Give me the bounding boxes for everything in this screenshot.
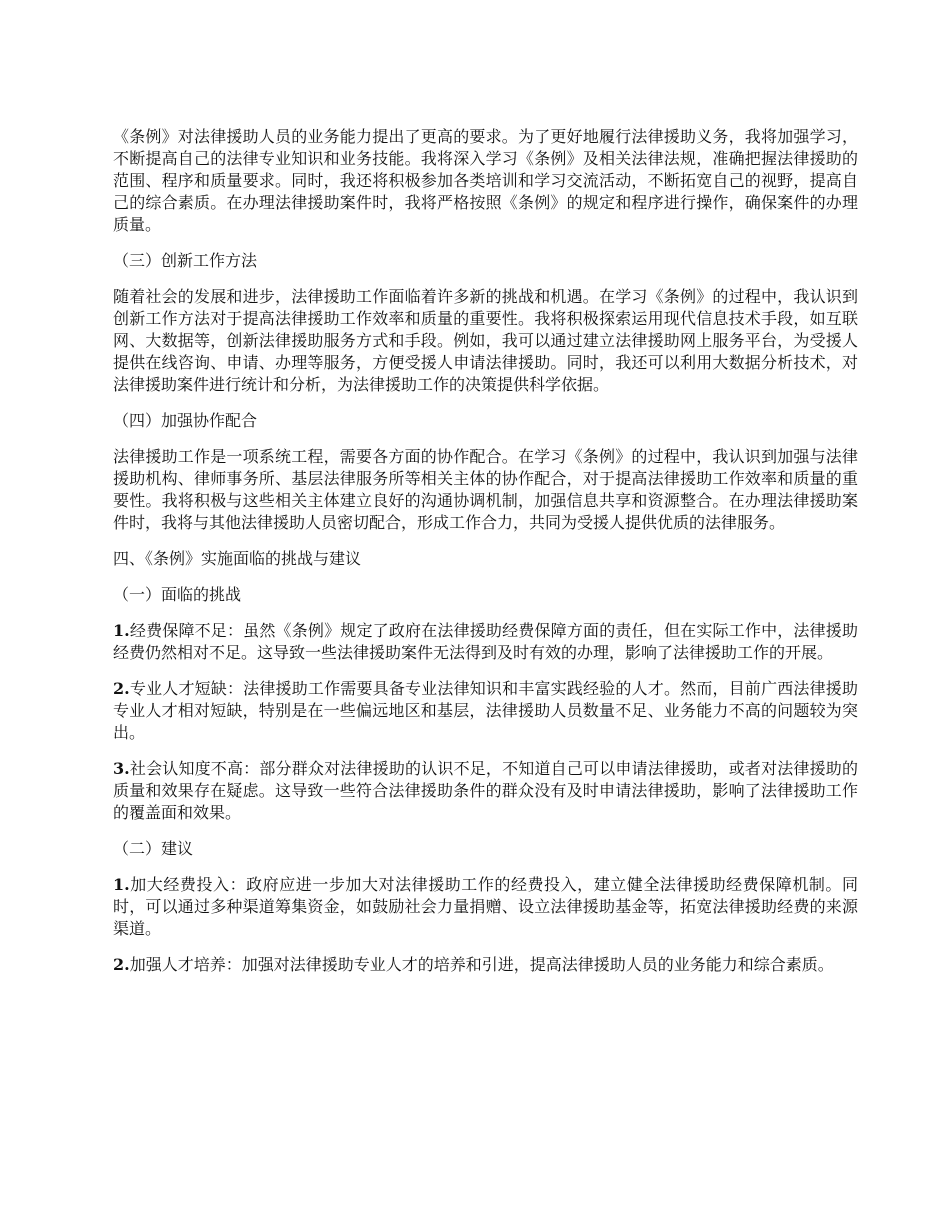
document-page	[113, 126, 858, 990]
list-item-challenge-funding	[113, 620, 858, 664]
paragraph-innovate-methods: 随着社会的发展和进步，法律援助工作面临着许多新的挑战和机遇。在学习《条例》的过程中，我认识到创新工作方法对于提高法律援助工作效率和质量的重要性。我将积极探索运用现代信息技术手段，如互联网、大数据等，创新法律援助服务方式和手段。例如，我可以通过建立法律援助网上服务平台，为受援人提供在线咨询、申请、办理等服务，方便受援人申请法律援助。同时，我还可以利用大数据分析技术，对法律援助案件进行统计和分析，为法律援助工作的决策提供科学依据。	[113, 287, 858, 394]
list-text: 加大经费投入：政府应进一步加大对法律援助工作的经费投入，建立健全法律援助经费保障机制。同时，可以通过多种渠道筹集资金，如鼓励社会力量捐赠、设立法律援助基金等，拓宽法律援助经费的来源渠道。	[113, 875, 858, 938]
heading-innovate-methods: （三）创新工作方法	[113, 251, 258, 270]
list-number: 1.	[113, 621, 130, 640]
paragraph-legal-competence: 《条例》对法律援助人员的业务能力提出了更高的要求。为了更好地履行法律援助义务，我将加强学习，不断提高自己的法律专业知识和业务技能。我将深入学习《条例》及相关法律法规，准确把握法律援助的范围、程序和质量要求。同时，我还将积极参加各类培训和学习交流活动，不断拓宽自己的视野，提高自己的综合素质。在办理法律援助案件时，我将严格按照《条例》的规定和程序进行操作，确保案件的办理质量。	[113, 127, 858, 234]
list-number: 2.	[113, 955, 130, 974]
heading-cooperation: （四）加强协作配合	[113, 411, 258, 430]
paragraph-cooperation: 法律援助工作是一项系统工程，需要各方面的协作配合。在学习《条例》的过程中，我认识到加强与法律援助机构、律师事务所、基层法律服务所等相关主体的协作配合，对于提高法律援助工作效率和质量的重要性。我将积极与这些相关主体建立良好的沟通协调机制，加强信息共享和资源整合。在办理法律援助案件时，我将与其他法律援助人员密切配合，形成工作合力，共同为受援人提供优质的法律服务。	[113, 447, 858, 532]
list-text: 社会认知度不高：部分群众对法律援助的认识不足，不知道自己可以申请法律援助，或者对法律援助的质量和效果存在疑虑。这导致一些符合法律援助条件的群众没有及时申请法律援助，影响了法律援助工作的覆盖面和效果。	[113, 759, 858, 822]
heading-suggestions: （二）建议	[113, 839, 194, 858]
list-number: 3.	[113, 759, 130, 778]
list-item-challenge-talent	[113, 678, 858, 744]
heading-challenges: （一）面临的挑战	[113, 585, 242, 604]
heading-section-four: 四、《条例》实施面临的挑战与建议	[113, 549, 362, 568]
list-item-challenge-awareness	[113, 758, 858, 824]
list-item-suggestion-funding	[113, 874, 858, 940]
list-text: 经费保障不足：虽然《条例》规定了政府在法律援助经费保障方面的责任，但在实际工作中，法律援助经费仍然相对不足。这导致一些法律援助案件无法得到及时有效的办理，影响了法律援助工作的开展。	[113, 621, 858, 662]
list-text: 加强人才培养：加强对法律援助专业人才的培养和引进，提高法律援助人员的业务能力和综合素质。	[129, 955, 834, 974]
list-number: 1.	[113, 875, 130, 894]
list-text: 专业人才短缺：法律援助工作需要具备专业法律知识和丰富实践经验的人才。然而，目前广西法律援助专业人才相对短缺，特别是在一些偏远地区和基层，法律援助人员数量不足、业务能力不高的问题较为突出。	[113, 679, 858, 742]
list-item-suggestion-talent	[113, 954, 858, 976]
list-number: 2.	[113, 679, 130, 698]
